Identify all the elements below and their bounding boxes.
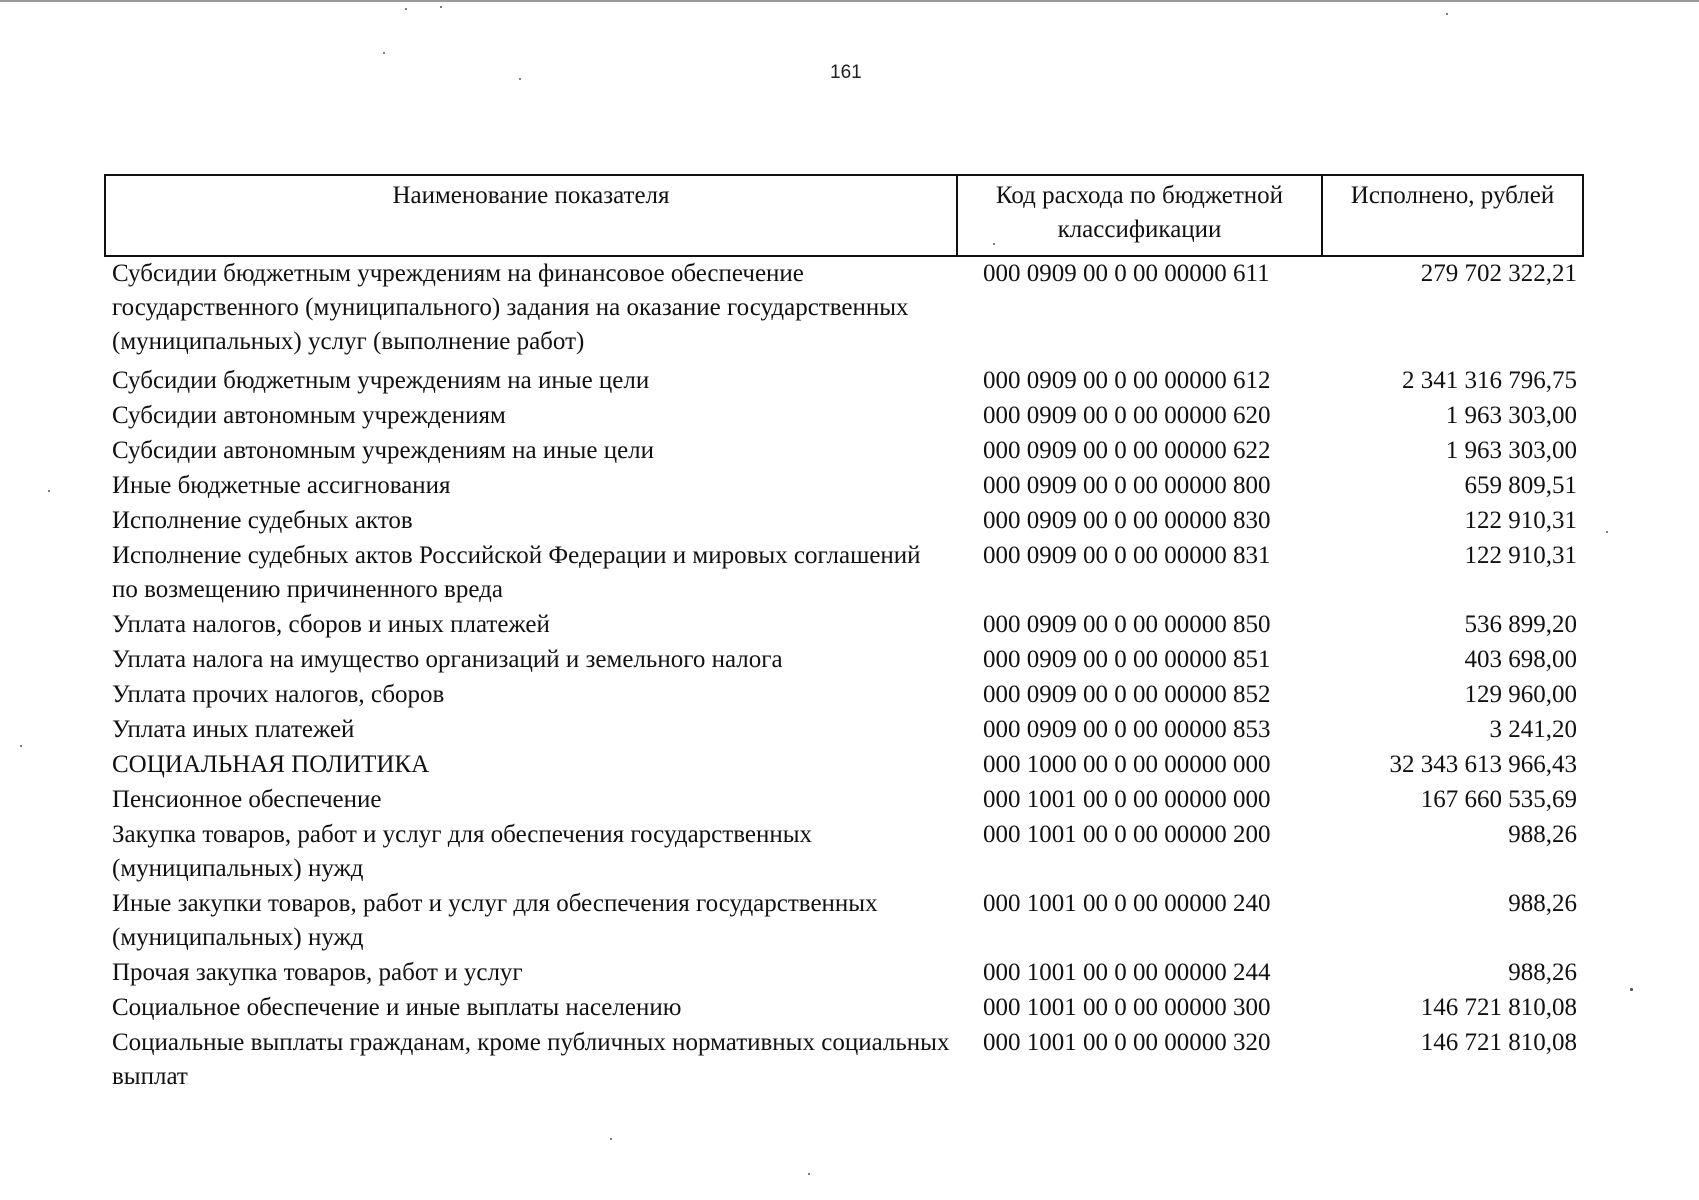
row-amount: 146 721 810,08: [1420, 994, 1577, 1021]
row-name: Уплата прочих налогов, сборов: [112, 681, 445, 708]
row-name: Субсидии бюджетным учреждениям на финансовое обеспечение государственного (муниципального) задания на оказание государственных (муниципальных) услуг (выполнение работ): [112, 260, 909, 355]
table-row: [105, 256, 1583, 360]
scan-speck: [48, 490, 50, 492]
row-name: Социальное обеспечение и иные выплаты населению: [112, 994, 682, 1021]
row-name: Субсидии автономным учреждениям на иные цели: [112, 437, 655, 464]
row-name: Прочая закупка товаров, работ и услуг: [112, 959, 523, 986]
row-code: 000 1000 00 0 00 00000 000: [983, 751, 1271, 778]
row-amount: 659 809,51: [1464, 472, 1577, 499]
row-code: 000 0909 00 0 00 00000 620: [983, 402, 1271, 429]
budget-execution-table: [104, 174, 1584, 1095]
scan-speck: [405, 8, 407, 10]
scan-top-edge: [0, 0, 1699, 2]
scan-speck: [1446, 13, 1448, 15]
table-row: [105, 399, 1583, 434]
scan-speck: [808, 1173, 810, 1175]
scan-speck: [519, 78, 521, 80]
row-name: Уплата налогов, сборов и иных платежей: [112, 611, 550, 638]
row-name: Социальные выплаты гражданам, кроме публичных нормативных социальных выплат: [112, 1029, 950, 1090]
row-amount: 32 343 613 966,43: [1389, 751, 1577, 778]
row-code: 000 0909 00 0 00 00000 850: [983, 611, 1271, 638]
row-name: Субсидии бюджетным учреждениям на иные цели: [112, 367, 650, 394]
row-name: Уплата налога на имущество организаций и земельного налога: [112, 646, 783, 673]
row-code: 000 0909 00 0 00 00000 831: [983, 542, 1271, 569]
row-name: Закупка товаров, работ и услуг для обеспечения государственных (муниципальных) нужд: [112, 821, 813, 882]
row-code: 000 1001 00 0 00 00000 320: [983, 1029, 1271, 1056]
row-amount: 129 960,00: [1464, 681, 1577, 708]
row-amount: 988,26: [1508, 959, 1577, 986]
scan-speck: [1630, 988, 1633, 991]
row-amount: 122 910,31: [1464, 507, 1577, 534]
table-row: [105, 643, 1583, 678]
table-row: [105, 434, 1583, 469]
scan-speck: [20, 745, 22, 747]
row-code: 000 1001 00 0 00 00000 240: [983, 890, 1271, 917]
row-name: Иные бюджетные ассигнования: [112, 472, 451, 499]
row-name: Пенсионное обеспечение: [112, 786, 382, 813]
row-code: 000 0909 00 0 00 00000 852: [983, 681, 1271, 708]
table-row: [105, 360, 1583, 399]
table-row: [105, 469, 1583, 504]
row-name: Иные закупки товаров, работ и услуг для обеспечения государственных (муниципальных) нужд: [112, 890, 878, 951]
table-row: [105, 956, 1583, 991]
row-name: Субсидии автономным учреждениям: [112, 402, 506, 429]
table-row: [105, 504, 1583, 539]
row-code: 000 0909 00 0 00 00000 851: [983, 646, 1271, 673]
row-code: 000 0909 00 0 00 00000 622: [983, 437, 1271, 464]
table-row: [105, 818, 1583, 887]
row-name: Уплата иных платежей: [112, 716, 355, 743]
row-amount: 536 899,20: [1464, 611, 1577, 638]
row-amount: 122 910,31: [1464, 542, 1577, 569]
row-amount: 988,26: [1508, 890, 1577, 917]
row-code: 000 1001 00 0 00 00000 200: [983, 821, 1271, 848]
row-amount: 3 241,20: [1489, 716, 1577, 743]
table-header-row: [105, 175, 1583, 256]
table-row: [105, 1026, 1583, 1095]
row-name: СОЦИАЛЬНАЯ ПОЛИТИКА: [112, 751, 430, 778]
row-name: Исполнение судебных актов Российской Федерации и мировых соглашений по возмещению причиненного вреда: [112, 542, 921, 603]
row-amount: 1 963 303,00: [1445, 437, 1577, 464]
scan-speck: [1606, 531, 1608, 533]
table-row: [105, 887, 1583, 956]
row-amount: 403 698,00: [1464, 646, 1577, 673]
row-code: 000 1001 00 0 00 00000 000: [983, 786, 1271, 813]
table-row: [105, 713, 1583, 748]
scan-speck: [610, 1138, 612, 1140]
scan-speck: [383, 52, 385, 54]
row-code: 000 0909 00 0 00 00000 830: [983, 507, 1271, 534]
table-row: [105, 748, 1583, 783]
row-amount: 279 702 322,21: [1420, 260, 1577, 287]
row-code: 000 1001 00 0 00 00000 244: [983, 959, 1271, 986]
page-number: 161: [830, 62, 862, 83]
scan-speck: [440, 6, 442, 8]
table-row: [105, 539, 1583, 608]
row-code: 000 0909 00 0 00 00000 611: [983, 260, 1270, 287]
row-amount: 2 341 316 796,75: [1402, 367, 1577, 394]
row-amount: 167 660 535,69: [1420, 786, 1577, 813]
row-amount: 988,26: [1508, 821, 1577, 848]
row-amount: 1 963 303,00: [1445, 402, 1577, 429]
row-code: 000 0909 00 0 00 00000 612: [983, 367, 1271, 394]
table-row: [105, 783, 1583, 818]
header-indicator-name: Наименование показателя: [105, 175, 957, 256]
table-row: [105, 678, 1583, 713]
row-code: 000 0909 00 0 00 00000 853: [983, 716, 1271, 743]
header-budget-code: Код расхода по бюджетной классификации: [957, 175, 1322, 256]
row-code: 000 1001 00 0 00 00000 300: [983, 994, 1271, 1021]
table-row: [105, 991, 1583, 1026]
row-code: 000 0909 00 0 00 00000 800: [983, 472, 1271, 499]
row-amount: 146 721 810,08: [1420, 1029, 1577, 1056]
header-executed-amount: Исполнено, рублей: [1322, 175, 1583, 256]
table-row: [105, 608, 1583, 643]
row-name: Исполнение судебных актов: [112, 507, 413, 534]
